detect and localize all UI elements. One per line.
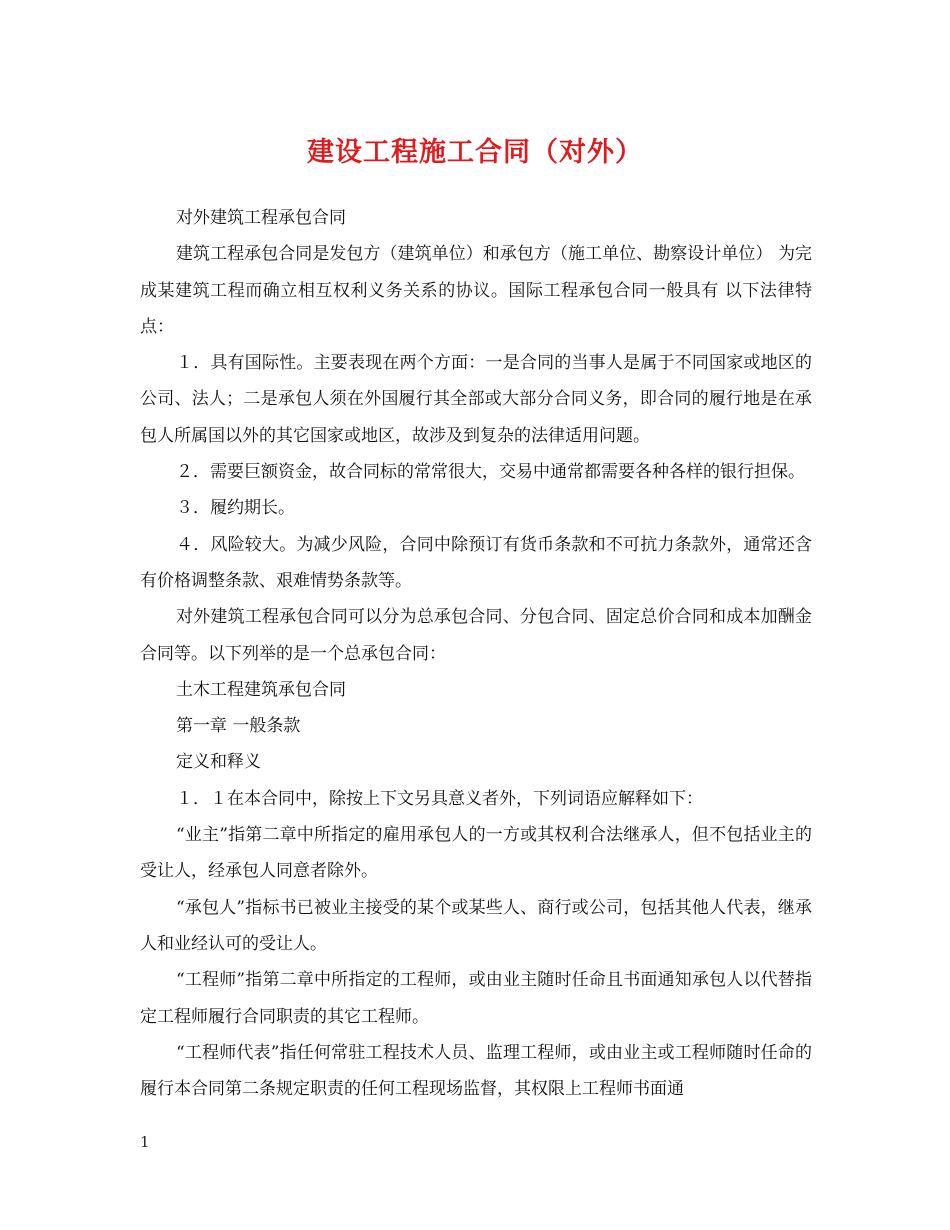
paragraph: ２．需要巨额资金，故合同标的常常很大，交易中通常都需要各种各样的银行担保。 xyxy=(176,462,805,483)
definition-paragraph: “工程师代表”指任何常驻工程技术人员、监理工程师，或由业主或工程师随时任命的履行本合同第二条规定职责的任何工程现场监督，其权限上工程师书面通 xyxy=(140,1042,812,1100)
document-title: 建设工程施工合同（对外） xyxy=(307,137,643,168)
definition-paragraph: “业主”指第二章中所指定的雇用承包人的一方或其权利合法继承人，但不包括业主的受让人，经承包人同意者除外。 xyxy=(140,825,812,882)
paragraph: １．１在本合同中，除按上下文另具意义者外，下列词语应解释如下： xyxy=(176,788,703,809)
paragraph: 土木工程建筑承包合同 xyxy=(176,679,346,700)
paragraph: 建筑工程承包合同是发包方（建筑单位）和承包方（施工单位、勘察设计单位） 为完成某建筑工程而确立相互权利义务关系的协议。国际工程承包合同一般具有 以下法律特点： xyxy=(140,244,812,337)
definition-paragraph: “工程师”指第二章中所指定的工程师，或由业主随时任命且书面通知承包人以代替指定工程师履行合同职责的其它工程师。 xyxy=(140,970,812,1027)
paragraph: ４．风险较大。为减少风险，合同中除预订有货币条款和不可抗力条款外，通常还含有价格调整条款、艰难情势条款等。 xyxy=(140,534,812,591)
paragraph: ３．履约期长。 xyxy=(176,498,295,519)
paragraph: 对外建筑工程承包合同可以分为总承包合同、分包合同、固定总价合同和成本加酬金合同等。以下列举的是一个总承包合同： xyxy=(140,607,812,664)
paragraph: 对外建筑工程承包合同 xyxy=(176,208,346,228)
page-number: 1 xyxy=(140,1133,150,1151)
chapter-heading: 第一章 一般条款 xyxy=(176,716,301,737)
definition-paragraph: “承包人”指标书已被业主接受的某个或某些人、商行或公司，包括其他人代表，继承人和业经认可的受让人。 xyxy=(140,897,812,954)
paragraph: １．具有国际性。主要表现在两个方面：一是合同的当事人是属于不同国家或地区的公司、法人；二是承包人须在外国履行其全部或大部分合同义务，即合同的履行地是在承包人所属国以外的其它国家或地区，故涉及到复杂的法律适用问题。 xyxy=(140,353,812,446)
section-heading: 定义和释义 xyxy=(176,752,261,773)
document-body xyxy=(140,200,812,1107)
